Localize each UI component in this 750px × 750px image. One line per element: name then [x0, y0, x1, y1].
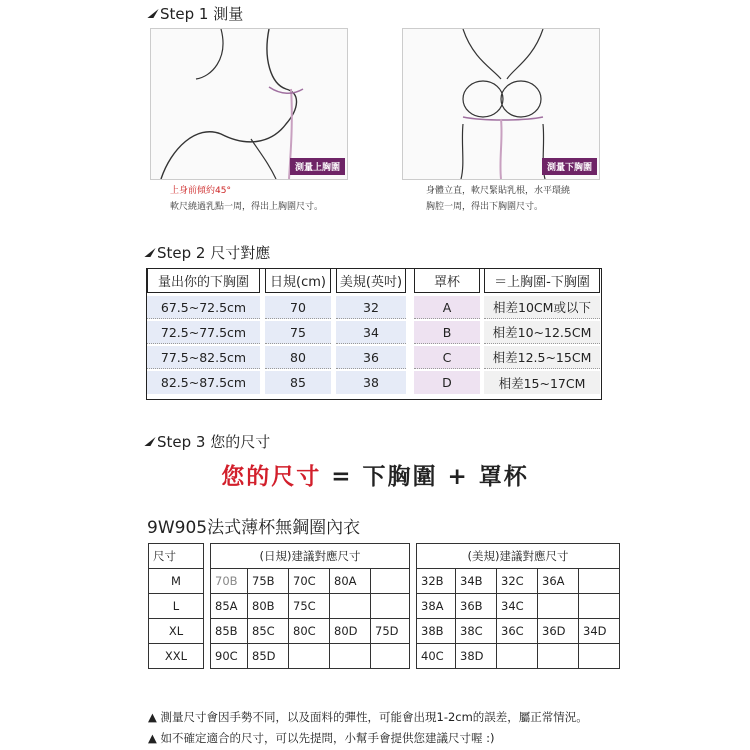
size-table-cell: 相差10~12.5CM — [484, 321, 600, 344]
size-table-cell: 75 — [265, 321, 331, 344]
us-cell: 38A — [417, 594, 456, 619]
size-table-cell: 70 — [265, 296, 331, 319]
step2-title: Step 2 尺寸對應 — [147, 242, 270, 263]
jp-cell: 75C — [289, 594, 330, 619]
size-table-cell: 相差15~17CM — [484, 371, 600, 394]
us-cell: 36B — [456, 594, 497, 619]
us-cell — [579, 594, 620, 619]
product-size-table — [148, 543, 620, 669]
triangle-icon — [144, 437, 155, 446]
size-table-cell: B — [414, 321, 480, 344]
us-cell: 38D — [456, 644, 497, 669]
size-cell: M — [149, 569, 204, 594]
jp-cell: 90C — [211, 644, 248, 669]
us-cell: 34D — [579, 619, 620, 644]
us-cell: 36D — [538, 619, 579, 644]
size-table-cell: A — [414, 296, 480, 319]
us-cell — [579, 644, 620, 669]
triangle-icon — [144, 248, 155, 257]
jp-cell: 70C — [289, 569, 330, 594]
us-cell: 32B — [417, 569, 456, 594]
jp-cell: 85C — [248, 619, 289, 644]
tag-measure-upper: 測量上胸圍 — [290, 158, 345, 175]
jp-cell — [371, 594, 410, 619]
size-table-header: 美規(英吋) — [336, 269, 406, 293]
us-cell: 36A — [538, 569, 579, 594]
us-cell: 40C — [417, 644, 456, 669]
step1-title: Step 1 測量 — [150, 3, 243, 24]
us-cell: 34B — [456, 569, 497, 594]
size-table-cell: 相差10CM或以下 — [484, 296, 600, 319]
size-table-header: 日規(cm) — [265, 269, 331, 293]
size-table-cell: 85 — [265, 371, 331, 394]
jp-cell: 80A — [330, 569, 371, 594]
jp-cell — [289, 644, 330, 669]
measure-upper-photo — [150, 28, 348, 180]
jp-cell: 75B — [248, 569, 289, 594]
footnote: ▲ 測量尺寸會因手勢不同，以及面料的彈性，可能會出現1-2cm的誤差，屬正常情況。 — [148, 710, 588, 724]
size-table-header: 量出你的下胸圍 — [147, 269, 260, 293]
header-us: (美規)建議對應尺寸 — [417, 544, 620, 569]
size-table-cell: 80 — [265, 346, 331, 369]
jp-cell: 80B — [248, 594, 289, 619]
us-cell: 36C — [497, 619, 538, 644]
tag-measure-lower: 測量下胸圍 — [542, 158, 597, 175]
jp-cell: 75D — [371, 619, 410, 644]
jp-cell: 80D — [330, 619, 371, 644]
table-row — [149, 619, 620, 644]
size-table-cell: 82.5~87.5cm — [147, 371, 260, 394]
table-row — [149, 569, 620, 594]
header-jp: (日規)建議對應尺寸 — [211, 544, 410, 569]
size-table-cell: C — [414, 346, 480, 369]
figure-front-illustration — [403, 29, 599, 179]
size-cell: XL — [149, 619, 204, 644]
product-title: 9W905法式薄杯無鋼圈內衣 — [147, 518, 361, 538]
table-row — [149, 544, 620, 569]
us-cell — [579, 569, 620, 594]
us-cell: 38C — [456, 619, 497, 644]
us-cell: 34C — [497, 594, 538, 619]
footnote: ▲ 如不確定適合的尺寸，可以先提問，小幫手會提供您建議尺寸喔 :) — [148, 731, 495, 745]
size-table-cell: 67.5~72.5cm — [147, 296, 260, 319]
us-cell — [538, 594, 579, 619]
size-table-cell: 36 — [336, 346, 406, 369]
jp-cell: 70B — [211, 569, 248, 594]
figure-side-illustration — [151, 29, 347, 179]
size-table — [146, 268, 602, 400]
us-cell: 32C — [497, 569, 538, 594]
us-cell — [497, 644, 538, 669]
table-row — [149, 644, 620, 669]
jp-cell: 85B — [211, 619, 248, 644]
size-table-cell: 77.5~82.5cm — [147, 346, 260, 369]
size-cell: L — [149, 594, 204, 619]
us-cell — [538, 644, 579, 669]
note-lower: 身體立直，軟尺緊貼乳根，水平環繞 胸腔一周，得出下胸圍尺寸。 — [426, 186, 571, 212]
jp-cell — [330, 644, 371, 669]
jp-cell: 80C — [289, 619, 330, 644]
note-upper: 上身前傾約45° 軟尺繞過乳點一周，得出上胸圍尺寸。 — [170, 186, 324, 212]
step3-title: Step 3 您的尺寸 — [147, 431, 270, 452]
size-formula: 您的尺寸 = 下胸圍 + 罩杯 — [221, 464, 529, 490]
size-table-cell: D — [414, 371, 480, 394]
size-table-header: ＝上胸圍-下胸圍 — [484, 269, 600, 293]
size-table-cell: 72.5~77.5cm — [147, 321, 260, 344]
size-table-cell: 32 — [336, 296, 406, 319]
jp-cell — [371, 644, 410, 669]
size-table-cell: 38 — [336, 371, 406, 394]
size-table-cell: 34 — [336, 321, 406, 344]
jp-cell: 85D — [248, 644, 289, 669]
size-cell: XXL — [149, 644, 204, 669]
jp-cell — [330, 594, 371, 619]
triangle-icon — [147, 9, 158, 18]
jp-cell: 85A — [211, 594, 248, 619]
jp-cell — [371, 569, 410, 594]
us-cell: 38B — [417, 619, 456, 644]
header-size: 尺寸 — [149, 544, 204, 569]
table-row — [149, 594, 620, 619]
measure-lower-photo — [402, 28, 600, 180]
size-table-cell: 相差12.5~15CM — [484, 346, 600, 369]
size-table-header: 罩杯 — [414, 269, 480, 293]
